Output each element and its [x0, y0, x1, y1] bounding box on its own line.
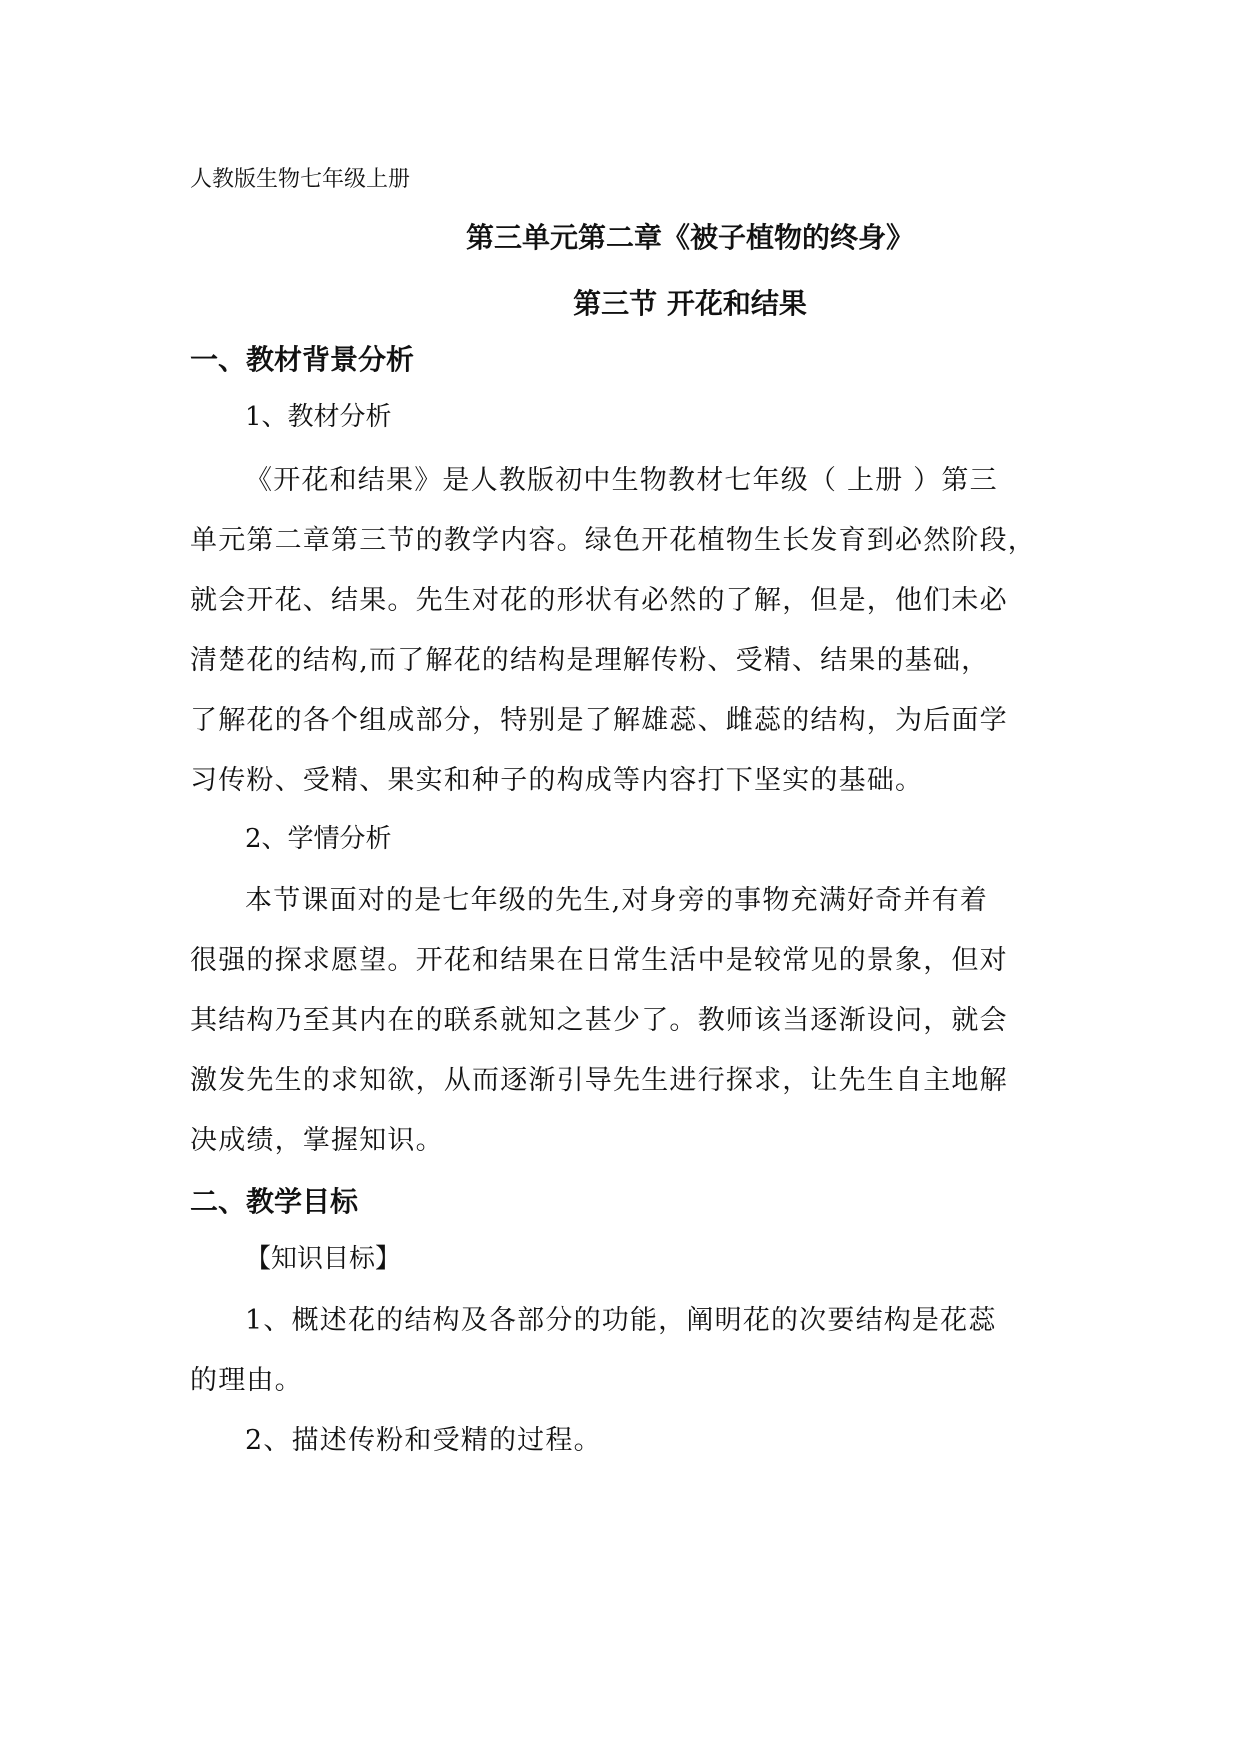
header-note: 人教版生物七年级上册 [190, 167, 411, 192]
paragraph-line: 就会开花、结果。先生对花的形状有必然的了解，但是，他们未必 [190, 585, 1008, 616]
paragraph-line: 《开花和结果》是人教版初中生物教材七年级（ 上册 ）第三 [245, 465, 998, 496]
section-heading-2: 二、教学目标 [190, 1185, 359, 1218]
paragraph-line: 很强的探求愿望。开花和结果在日常生活中是较常见的景象，但对 [190, 945, 1008, 976]
knowledge-goals-label: 【知识目标】 [245, 1244, 402, 1274]
goal-line: 的理由。 [190, 1365, 303, 1396]
goal-line: 1、概述花的结构及各部分的功能，阐明花的次要结构是花蕊 [245, 1305, 997, 1336]
section-heading-1: 一、教材背景分析 [190, 343, 415, 376]
section-subtitle: 第三节 开花和结果 [573, 287, 807, 320]
paragraph-line: 清楚花的结构,而了解花的结构是理解传粉、受精、结果的基础， [190, 645, 990, 676]
subheading-textbook-analysis: 1、教材分析 [245, 402, 392, 432]
paragraph-line: 激发先生的求知欲，从而逐渐引导先生进行探求，让先生自主地解 [190, 1065, 1008, 1096]
paragraph-line: 习传粉、受精、果实和种子的构成等内容打下坚实的基础。 [190, 765, 924, 796]
paragraph-line: 决成绩，掌握知识。 [190, 1125, 444, 1156]
document-title: 第三单元第二章《被子植物的终身》 [465, 221, 914, 254]
paragraph-line: 其结构乃至其内在的联系就知之甚少了。教师该当逐渐设问，就会 [190, 1005, 1008, 1036]
goal-line: 2、描述传粉和受精的过程。 [245, 1425, 602, 1456]
paragraph-line: 本节课面对的是七年级的先生,对身旁的事物充满好奇并有着 [245, 885, 988, 916]
subheading-student-analysis: 2、学情分析 [245, 824, 392, 854]
paragraph-line: 了解花的各个组成部分，特别是了解雄蕊、雌蕊的结构，为后面学 [190, 705, 1008, 736]
paragraph-line: 单元第二章第三节的教学内容。绿色开花植物生长发育到必然阶段， [190, 525, 1036, 556]
